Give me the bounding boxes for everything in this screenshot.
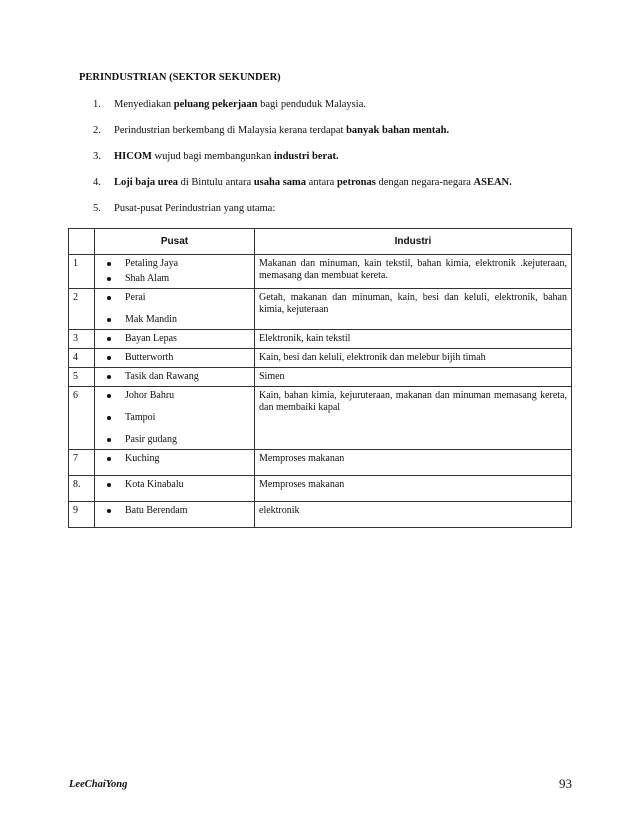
footer-author: LeeChaiYong [69,779,128,790]
point-item [93,202,613,228]
place-list [99,453,250,465]
point-text-bold: industri berat. [273,151,339,162]
point-item [93,150,613,176]
place-list [99,352,250,364]
row-number: 8. [69,476,95,502]
point-text-bold: HICOM [114,151,152,162]
point-item [93,124,613,150]
table-row [69,502,572,528]
industri-cell: Kain, besi dan keluli, elektronik dan melebur bijih timah [255,349,572,368]
points-list [93,98,613,228]
bullet-icon [107,416,111,420]
bullet-icon [107,262,111,266]
pusat-cell [95,349,255,368]
header-no [69,229,95,255]
pusat-cell [95,476,255,502]
table-row [69,387,572,450]
point-text: wujud bagi membangunkan [151,151,274,162]
bullet-icon [107,394,111,398]
point-text-bold: usaha sama [253,177,307,188]
point-number: 2. [93,125,101,136]
section-heading: PERINDUSTRIAN (SEKTOR SEKUNDER) [79,72,281,83]
pusat-cell [95,502,255,528]
place-item [99,292,250,304]
place-list [99,258,250,285]
row-number: 9 [69,502,95,528]
point-text-bold: peluang pekerjaan [173,99,258,110]
point-number: 3. [93,151,101,162]
pusat-cell [95,450,255,476]
place-name: Kota Kinabalu [125,479,184,490]
place-list [99,333,250,345]
industri-cell: Memproses makanan [255,476,572,502]
row-number: 5 [69,368,95,387]
table-row [69,289,572,330]
bullet-icon [107,375,111,379]
pusat-cell [95,330,255,349]
point-number: 4. [93,177,101,188]
place-name: Batu Berendam [125,505,188,516]
place-list [99,505,250,517]
place-list [99,390,250,446]
bullet-icon [107,356,111,360]
point-number: 1. [93,99,101,110]
place-name: Petaling Jaya [125,258,179,269]
point-text-bold: petronas [336,177,376,188]
row-number: 2 [69,289,95,330]
place-item [99,390,250,402]
header-industri: Industri [255,229,572,255]
point-text-bold: banyak bahan mentah. [346,125,450,136]
place-item [99,371,250,383]
point-text: dengan negara-negara [375,177,474,188]
point-text-bold: Loji baja urea [114,177,178,188]
point-number: 5. [93,203,101,214]
table-row [69,368,572,387]
table-row [69,450,572,476]
point-text: di Bintulu antara [177,177,254,188]
point-text: Perindustrian berkembang di Malaysia kerana terdapat [114,125,347,136]
bullet-icon [107,483,111,487]
industri-cell: Simen [255,368,572,387]
pusat-cell [95,387,255,450]
table-header-row [69,229,572,255]
place-item [99,352,250,364]
place-item [99,258,250,270]
point-item [93,176,613,202]
place-name: Perai [125,292,146,303]
bullet-icon [107,337,111,341]
point-text: bagi penduduk Malaysia. [257,99,366,110]
table-row [69,476,572,502]
place-item [99,434,250,446]
place-item [99,333,250,345]
place-name: Kuching [125,453,160,464]
table-row [69,330,572,349]
industri-cell: elektronik [255,502,572,528]
row-number: 4 [69,349,95,368]
page-number: 93 [559,776,572,791]
place-list [99,292,250,326]
place-name: Bayan Lepas [125,333,177,344]
place-item [99,479,250,491]
place-name: Shah Alam [125,273,170,284]
bullet-icon [107,277,111,281]
pusat-cell [95,255,255,289]
industri-cell: Makanan dan minuman, kain tekstil, bahan kimia, elektronik .kejuteraan, memasang dan membuat kereta. [255,255,572,289]
bullet-icon [107,457,111,461]
table-row [69,255,572,289]
bullet-icon [107,296,111,300]
place-name: Tampoi [125,412,156,423]
place-name: Mak Mandin [125,314,177,325]
place-item [99,505,250,517]
industri-cell: Memproses makanan [255,450,572,476]
place-item [99,412,250,424]
bullet-icon [107,509,111,513]
point-text: Menyediakan [114,99,174,110]
row-number: 6 [69,387,95,450]
place-name: Pasir gudang [125,434,177,445]
table-row [69,349,572,368]
point-text-bold: ASEAN. [473,177,512,188]
industri-cell: Kain, bahan kimia, kejuruteraan, makanan dan minuman memasang kereta, dan membaiki kapal [255,387,572,450]
point-text: antara [306,177,337,188]
place-name: Johor Bahru [125,390,175,401]
point-item [93,98,613,124]
industri-cell: Elektronik, kain tekstil [255,330,572,349]
place-name: Tasik dan Rawang [125,371,199,382]
bullet-icon [107,318,111,322]
industry-centres-table [68,228,572,528]
place-item [99,314,250,326]
header-pusat: Pusat [95,229,255,255]
pusat-cell [95,289,255,330]
place-list [99,371,250,383]
row-number: 7 [69,450,95,476]
industri-cell: Getah, makanan dan minuman, kain, besi dan keluli, elektronik, bahan kimia, kejuteraan [255,289,572,330]
bullet-icon [107,438,111,442]
place-item [99,273,250,285]
place-item [99,453,250,465]
point-text: Pusat-pusat Perindustrian yang utama: [114,203,276,214]
pusat-cell [95,368,255,387]
place-list [99,479,250,491]
place-name: Butterworth [125,352,174,363]
row-number: 1 [69,255,95,289]
row-number: 3 [69,330,95,349]
